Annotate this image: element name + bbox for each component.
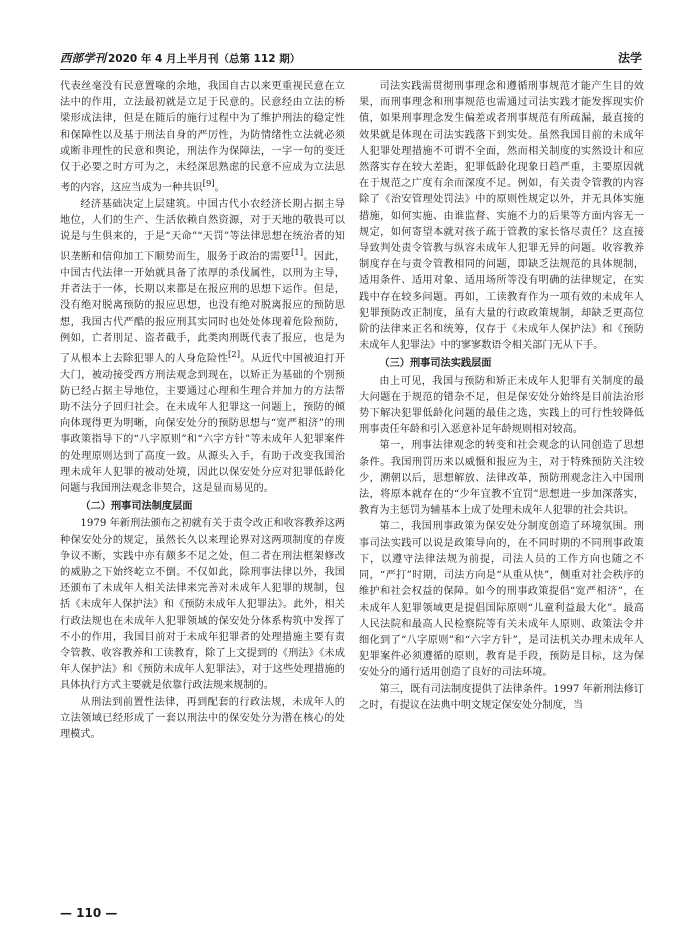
paragraph: 司法实践需贯彻刑事理念和遵循刑事规范才能产生目的效果，而刑事理念和刑事规范也需通过司法实践才能发挥现实价值，如果刑事理念发生偏差或者刑事规范有所疏漏，最直接的效果就是体现在司法实践落下到实处。虽然我国目前的未成年人犯罪处理措施不可谓不全面，然而相关制度的实然设计和应然落实存在较大差距，犯罪低龄化现象日趋严重，主要原因就在于规范之广度有余而深度不足。例如，有关责令管教的内容除了《治安管理处罚法》中的原则性规定以外，并无具体实施措施，如何实施、由谁监督、实施不力的后果等方面内容无一规定，如何寄望本就对孩子疏于管教的家长恪尽责任？这直接导致判处责令管教与纵容未成年人犯罪无异的问题。收容教养制度存在与责令管教相同的问题，即缺乏法规范的具体规制，适用条件、适用对象、适用场所等没有明确的法律规定，在实践中存在较多问题。再如，工读教育作为一项有效的未成年人犯罪预防改正制度，虽有大量的行政政策规制，却缺乏更高位阶的法律来正名和统筹，仅存于《未成年人保护法》和《预防未成年人犯罪法》中的寥寥数语令相关部门无从下手。 xyxy=(359,81,644,352)
paragraph: 从刑法到前置性法律，再到配套的行政法规，未成年人的立法领域已经形成了一套以刑法中的保安处分为潜在核心的处理模式。 xyxy=(60,696,345,741)
page-number: — 110 — xyxy=(60,906,118,920)
body-columns xyxy=(60,79,644,899)
left-column xyxy=(60,79,345,899)
paragraph: 由上可见，我国与预防和矫正未成年人犯罪有关制度的最大问题在于规范的错杂不足，但是保安处分始终是目前法治形势下解决犯罪低龄化问题的最佳之选，实践上的可行性较降低刑事责任年龄和引入恶意补足年龄规则相对较高。 xyxy=(359,375,644,436)
citation: [2] xyxy=(227,350,241,361)
paragraph: 第一，刑事法律观念的转变和社会观念的认同创造了思想条件。我国刑罚历来以威慑和报应为主，对于特殊预防关注较少，溯朝以后，思想解放、法律改革，预防刑观念注入中国刑法，将原本就存在的“少年宜教不宜罚”思想进一步加深落实，教育为主惩罚为辅基本上成了处理未成年人犯罪的社会共识。 xyxy=(359,440,644,517)
journal-issue: 2020 年 4 月上半月刊（总第 112 期） xyxy=(108,53,301,65)
paragraph: 代表丝毫没有民意置喙的余地，我国自古以来更重视民意在立法中的作用，立法最初就是立足于民意的。民意经由立法的桥梁形成法律，但是在随后的施行过程中为了维护刑法的稳定性和保障性以及基于刑法自身的严厉性，为防情绪性立法就必须或断非理性的民意和舆论，刑法作为保障法，一字一句的变迁仅于必要之时方可为之，未经深思熟虑的民意不应成为立法思考的内容，这应当成为一种共识[9]。 xyxy=(60,81,345,194)
subsection-heading: （二）刑事司法制度层面 xyxy=(80,500,193,513)
section-label: 法学 xyxy=(617,51,642,65)
paragraph: 第二，我国刑事政策为保安处分制度创造了环境氛围。刑事司法实践可以说是政策导向的，在不同时期的不同刑事政策下，以遵守法律法规为前提，司法人员的工作方向也随之不同，“严打”时期，司法方向是“从重从快”，侧重对社会秩序的维护和社会权益的保障。如今的刑事政策提倡“宽严相济”，在未成年人犯罪领域更是提倡国际原则“儿童利益最大化”。最高人民法院和最高人民检察院等有关未成年人原则、政策法令并细化到了“八字原则”和“六字方针”，是司法机关办理未成年人犯罪案件必须遵循的原则，教育是手段，预防是目标，这为保安处分的通行适用创造了良好的司法环境。 xyxy=(359,521,644,679)
paragraph: 经济基础决定上层建筑。中国古代小农经济长期占据主导地位，人们的生产、生活依赖自然资源，对于天地的敬畏可以说是与生俱来的，于是“天命”“天罚”等法律思想在统治者的知识垄断和信仰加工下顺势而生，服务于政治的需要[1]。因此，中国古代法律一开始就具备了浓厚的杀伐属性，以刑为主导，并者法于一体，长期以来都是在报应刑的思想下运作。但是，没有绝对脱离预防的报应思想，也没有绝对脱离报应的预防思想，我国古代严酷的报应刑其实同时也处处体现着危险预防，例如，亡者刖足、盗者截手，此类肉刑既代表了报应，也是为了从根本上去除犯罪人的人身危险性[2]。从近代中国被迫打开大门，被动接受西方刑法观念到现在，以矫正为基础的个别预防已经占据主导地位，主要通过心理和生理合并加力的方法帮助不法分子回归社会。在未成年人犯罪这一问题上，预防的倾向体现得更为明晰，向保安处分的预防思想与“宽严相济”的刑事政策指导下的“八字原则”和“六字方针”等未成年人犯罪案件的处理原则达到了高度一致。从源头入手，有助于改变我国治理未成年人犯罪的被动处境，因此以保安处分应对犯罪低龄化问题与我国刑法观念非契合，这是显而易见的。 xyxy=(60,198,345,495)
right-column xyxy=(359,79,644,899)
journal-logo: 西部学刊 xyxy=(60,51,106,65)
paragraph: 1979 年新刑法颁布之初就有关于责令改正和收容教养这两种保安处分的规定，虽然长久以来理论界对这两项制度的存废争议不断，实践中亦有颇多不足之处，但二者在刑法框架修改的威胁之下始终屹立不倒。不仅如此，除刑事法律以外，我国还颁布了未成年人相关法律来完善对未成年人犯罪的规制，包括《未成年人保护法》和《预防未成年人犯罪法》。此外，相关行政法规也在未成年人犯罪领域的保安处分体系构筑中发挥了不小的作用，我国目前对于未成年犯罪者的处理措施主要有责令管教、收容教养和工读教育，除了上文提到的《刑法》《未成年人保护法》和《预防未成年人犯罪法》，对于这些处理措施的具体执行方式主要就是依靠行政法规来规制的。 xyxy=(60,518,345,692)
paragraph: 第三，既有司法制度提供了法律条件。1997 年新刑法修订之时，有提议在法典中明文规定保安处分制度，当 xyxy=(359,683,644,711)
citation: [9] xyxy=(202,179,215,190)
page-header xyxy=(60,47,642,70)
subsection-heading: （三）刑事司法实践层面 xyxy=(379,357,492,370)
journal-info xyxy=(60,50,300,69)
citation: [1] xyxy=(290,248,304,259)
